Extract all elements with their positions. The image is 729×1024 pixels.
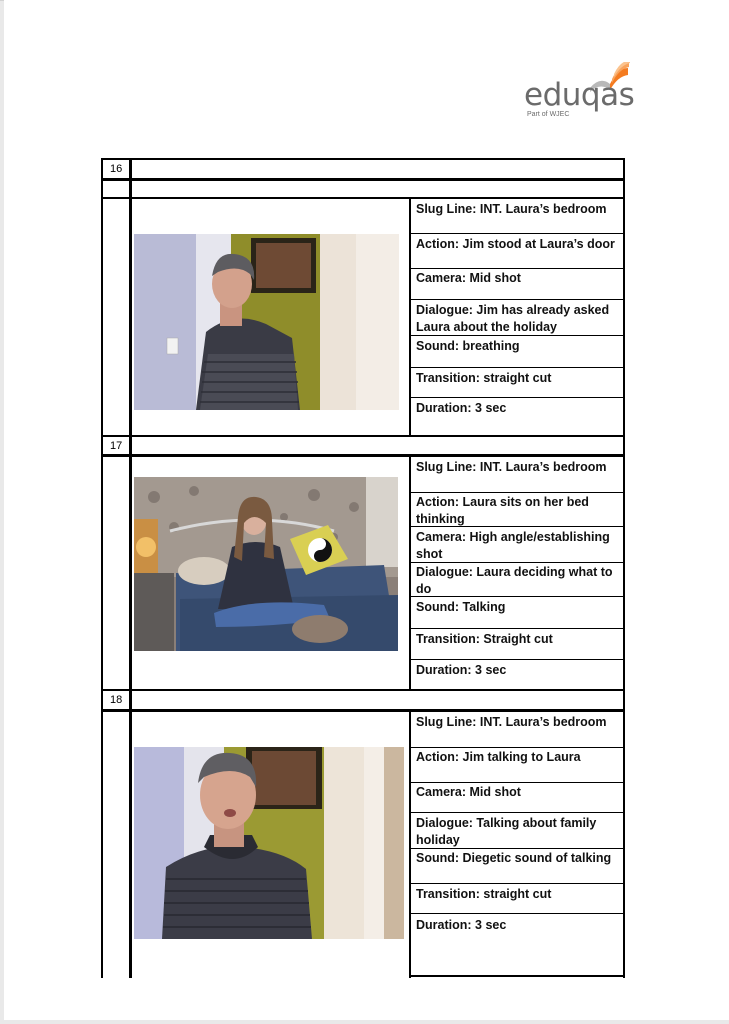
sep-16-a: [410, 233, 624, 234]
slug-line: Slug Line: INT. Laura’s bedroom: [416, 460, 607, 474]
row-16-header-bottom: [101, 178, 625, 181]
sound-line: Sound: Diegetic sound of talking: [416, 851, 612, 865]
action-line: Action: Jim talking to Laura: [416, 750, 581, 764]
sep-18-b: [410, 782, 624, 783]
sound-line: Sound: breathing: [416, 339, 520, 353]
sep-16-b: [410, 268, 624, 269]
sound-line: Sound: Talking: [416, 600, 506, 614]
duration-line: Duration: 3 sec: [416, 663, 507, 677]
camera-line: Camera: Mid shot: [416, 271, 521, 285]
storyboard-photo: [134, 234, 399, 410]
sep-16-e: [410, 367, 624, 368]
table-top: [101, 158, 625, 160]
sep-18-d: [410, 848, 624, 849]
shot-number: 17: [110, 440, 123, 452]
dialogue-line: Dialogue: Jim has already asked Laura about the holiday: [416, 303, 610, 334]
transition-line: Transition: Straight cut: [416, 632, 553, 646]
shot-number: 16: [110, 163, 123, 175]
shot-image-girl-on-bed: [134, 477, 398, 651]
sep-17-a: [410, 492, 624, 493]
details-border-17: [409, 455, 411, 691]
camera-line: Camera: Mid shot: [416, 785, 521, 799]
shot-image-man-talking: [134, 747, 404, 939]
row-17-bottom: [101, 689, 625, 691]
duration-line: Duration: 3 sec: [416, 918, 507, 932]
table-border-divider-number: [129, 158, 132, 978]
logo-wordmark: eduqas: [524, 77, 635, 113]
camera-line: Camera: High angle/establishing shot: [416, 530, 610, 561]
row-16-bottom: [101, 435, 625, 437]
sep-18-e: [410, 883, 624, 884]
dialogue-line: Dialogue: Laura deciding what to do: [416, 565, 613, 596]
sep-16-f: [410, 397, 624, 398]
row-16-spacer-bottom: [101, 197, 625, 199]
shot-number: 18: [110, 694, 123, 706]
sep-17-e: [410, 628, 624, 629]
table-border-left: [101, 158, 103, 978]
sep-16-c: [410, 299, 624, 300]
slug-line: Slug Line: INT. Laura’s bedroom: [416, 715, 607, 729]
slug-line: Slug Line: INT. Laura’s bedroom: [416, 202, 607, 216]
action-line: Action: Jim stood at Laura’s door: [416, 237, 615, 251]
eduqas-logo: [520, 62, 635, 122]
details-border-18: [409, 710, 411, 978]
dialogue-line: Dialogue: Talking about family holiday: [416, 816, 597, 847]
row-18-header-bottom: [101, 709, 625, 712]
sep-18-a: [410, 747, 624, 748]
transition-line: Transition: straight cut: [416, 371, 552, 385]
sep-18-f: [410, 913, 624, 914]
action-line: Action: Laura sits on her bed thinking: [416, 495, 589, 526]
row-17-header-bottom: [101, 454, 625, 457]
sep-17-f: [410, 659, 624, 660]
sep-16-d: [410, 335, 624, 336]
shot-image-man-at-door: [134, 234, 399, 410]
logo-tagline: Part of WJEC: [527, 111, 570, 118]
sep-18-c: [410, 812, 624, 813]
sep-17-c: [410, 562, 624, 563]
duration-line: Duration: 3 sec: [416, 401, 507, 415]
storyboard-photo: [134, 477, 398, 651]
row-18-bottom: [409, 975, 625, 977]
transition-line: Transition: straight cut: [416, 887, 552, 901]
storyboard-photo: [134, 747, 404, 939]
